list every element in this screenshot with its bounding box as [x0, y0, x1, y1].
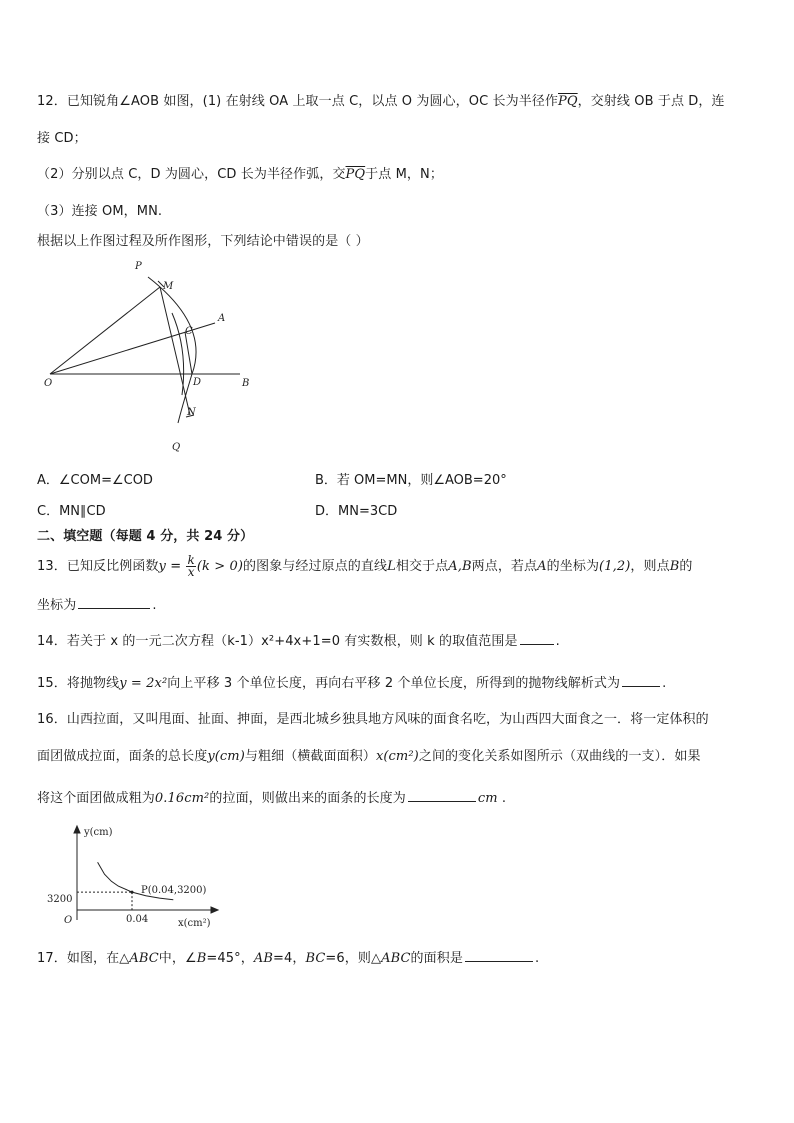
- label-q: Q: [172, 442, 181, 453]
- arc-c: [172, 313, 184, 395]
- q12-line5: 根据以上作图过程及所作图形，下列结论中错误的是（ ）: [37, 234, 369, 249]
- q13-line1: 13．已知反比例函数y = $\frac{k}{x}$ (k > 0)的图象与经过原点的直线L相交于点A,B两点，若点A的坐标为(1,2)，则点B的: [37, 553, 693, 579]
- label-b: B: [242, 378, 250, 389]
- point-p: [131, 891, 134, 894]
- label-n: N: [187, 407, 196, 418]
- x-axis-arrow: [211, 907, 218, 913]
- q16-line3: 将这个面团做成粗为0.16cm²的拉面，则做出来的面条的长度为 cm .: [37, 791, 507, 806]
- y-axis-label: y(cm): [84, 827, 113, 838]
- answer-blank-16: [408, 800, 476, 802]
- label-c: C: [185, 326, 193, 337]
- answer-blank-15: [622, 685, 660, 687]
- q12-line2: 接 CD；: [37, 131, 87, 146]
- label-o: O: [44, 378, 53, 389]
- q12-line4: （3）连接 OM，MN.: [37, 204, 163, 219]
- label-m: M: [163, 281, 174, 292]
- y-tick-label: 3200: [47, 894, 73, 905]
- x-axis-label: x(cm²): [178, 918, 211, 929]
- label-a: A: [218, 313, 226, 324]
- y-axis-arrow: [74, 826, 80, 833]
- segment-cd: [185, 332, 192, 374]
- arc-pq-2: $\overline{PQ}$: [345, 167, 366, 182]
- q17-line: 17．如图，在△ABC中，∠B=45°，AB=4，BC=6，则△ABC的面积是 .: [37, 951, 540, 966]
- hyperbola-graph: [44, 822, 224, 932]
- arc-pq-1: $\overline{PQ}$: [558, 94, 578, 109]
- choice-c: C．MN∥CD: [37, 504, 106, 519]
- q12-line1: 12．已知锐角∠AOB 如图，(1) 在射线 OA 上取一点 C，以点 O 为圆心，OC 长为半径作$\overline{PQ}$，交射线 OB 于点 D，连: [37, 94, 725, 109]
- q14-line: 14．若关于 x 的一元二次方程（k-1）x²+4x+1=0 有实数根，则 k 的取值范围是 .: [37, 634, 560, 649]
- q13-line2: 坐标为 .: [37, 598, 157, 613]
- choice-a: A．∠COM=∠COD: [37, 473, 153, 488]
- answer-blank-17: [465, 960, 533, 962]
- q16-line1: 16．山西拉面，又叫甩面、扯面、抻面，是西北城乡独具地方风味的面食名吃，为山西四大面食之一．将一定体积的: [37, 712, 709, 727]
- point-p-label: P(0.04,3200): [141, 885, 207, 896]
- label-d: D: [193, 377, 202, 388]
- fraction-k-over-x: $\frac{k}{x}$: [187, 553, 195, 579]
- label-p: P: [135, 261, 142, 272]
- q15-line: 15．将抛物线y = 2x²向上平移 3 个单位长度，再向右平移 2 个单位长度，所得到的抛物线解析式为 .: [37, 676, 667, 691]
- q12-line3: （2）分别以点 C，D 为圆心，CD 长为半径作弧，交$\overline{PQ}$于点 M，N；: [37, 167, 443, 182]
- section-heading: 二、填空题（每题 4 分，共 24 分）: [37, 529, 254, 544]
- choice-d: D．MN=3CD: [315, 504, 398, 519]
- x-tick-label: 0.04: [126, 914, 149, 925]
- origin-label: O: [64, 915, 73, 926]
- answer-blank-13: [78, 607, 150, 609]
- ray-om: [50, 287, 160, 374]
- q12-figure: [30, 255, 270, 460]
- q16-line2: 面团做成拉面，面条的总长度y(cm)与粗细（横截面面积）x(cm²)之间的变化关系如图所示（双曲线的一支）．如果: [37, 749, 701, 764]
- arc-pq: [148, 277, 196, 423]
- choice-b: B．若 OM=MN，则∠AOB=20°: [315, 473, 507, 488]
- answer-blank-14: [520, 643, 554, 645]
